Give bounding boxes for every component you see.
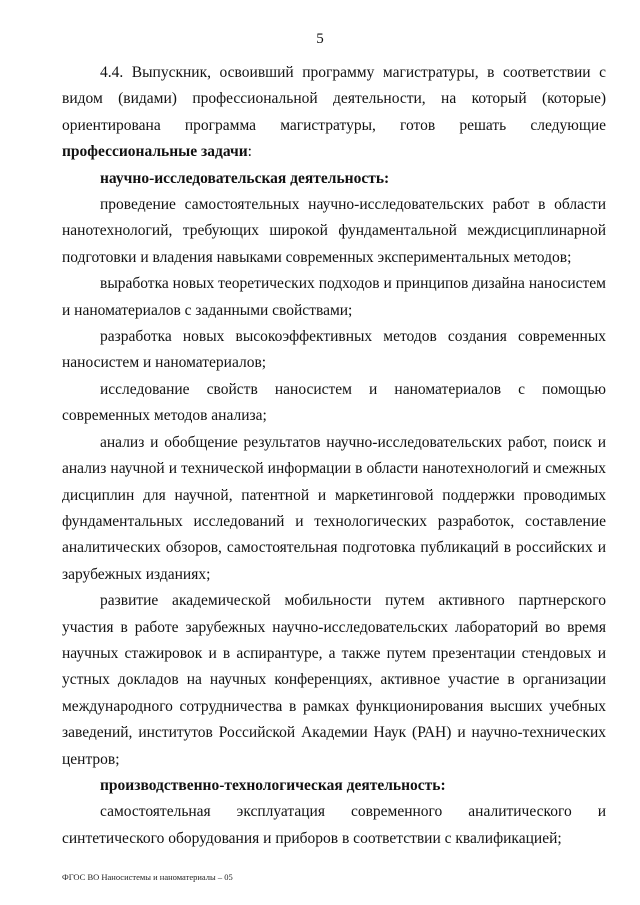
document-body xyxy=(62,60,606,852)
page-number: 5 xyxy=(316,31,324,47)
research-item-6: развитие академической мобильности путем активного партнерского участия в работе зарубежных научно-исследовательских лабораторий во время научных стажировок и в аспирантуре, а также путем презентации стендовых и устных докладов на научных конференциях, активное участие в организации международного сотрудничества в рамках функционирования высших учебных заведений, институтов Российской Академии Наук (РАН) и научно-технических центров; xyxy=(62,592,606,768)
research-item-2: выработка новых теоретических подходов и принципов дизайна наносистем и наноматериалов с заданными свойствами; xyxy=(62,275,606,319)
research-item-1: проведение самостоятельных научно-исследовательских работ в области нанотехнологий, требующих широкой фундаментальной междисциплинарной подготовки и владения навыками современных экспериментальных методов; xyxy=(62,196,606,266)
research-item-5: анализ и обобщение результатов научно-исследовательских работ, поиск и анализ научной и технической информации в области нанотехнологий и смежных дисциплин для научной, патентной и маркетинговой поддержки проводимых фундаментальных исследований и технологических разработок, составление аналитических обзоров, самостоятельная подготовка публикаций в российских и зарубежных изданиях; xyxy=(62,433,606,583)
section-heading-production: производственно-технологическая деятельность: xyxy=(100,776,446,794)
production-item-1: самостоятельная эксплуатация современного аналитического и синтетического оборудования и приборов в соответствии с квалификацией; xyxy=(62,803,606,847)
intro-text: 4.4. Выпускник, освоивший программу магистратуры, в соответствии с видом (видами) профессиональной деятельности, на который (которые) ориентирована программа магистратуры, готов решать следующие xyxy=(62,64,606,134)
intro-tail: : xyxy=(247,143,252,161)
intro-paragraph xyxy=(62,60,606,166)
research-item-4: исследование свойств наносистем и наноматериалов с помощью современных методов анализа; xyxy=(62,380,606,425)
page-footer: ФГОС ВО Наносистемы и наноматериалы – 05 xyxy=(62,872,233,882)
research-item-3: разработка новых высокоэффективных методов создания современных наносистем и наноматериалов; xyxy=(62,328,606,372)
intro-bold-term: профессиональные задачи xyxy=(62,143,248,161)
section-heading-research: научно-исследовательская деятельность: xyxy=(100,169,390,187)
